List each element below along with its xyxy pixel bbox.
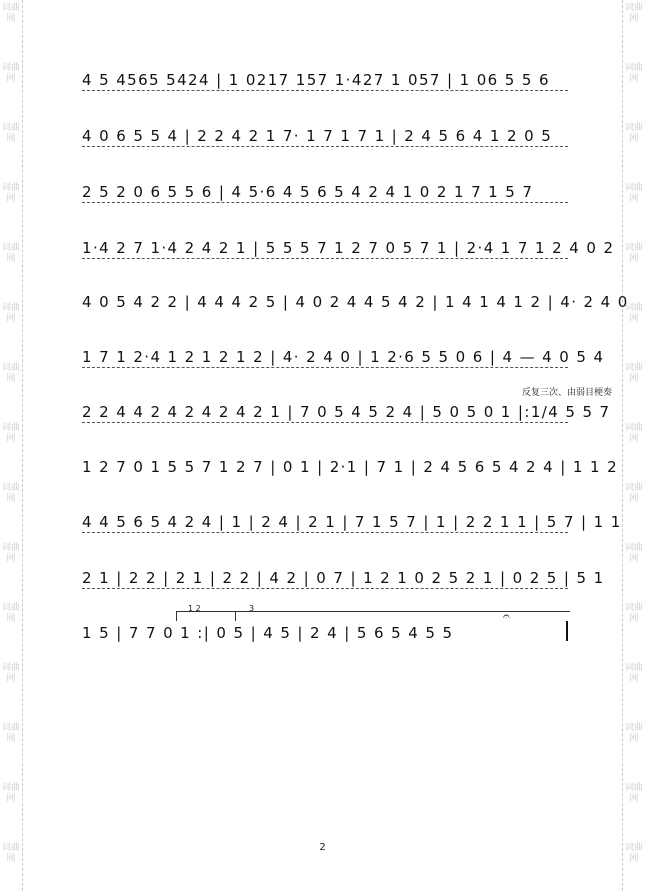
watermark: 词曲网 xyxy=(624,303,643,324)
notation-text: 1 5 | 7 7 0 1 :| 0 5 | 4 5 | 2 4 | 5 6 5 4 5 5 xyxy=(82,624,454,642)
score-line-9 xyxy=(82,512,622,536)
notation-text: 4 4 5 6 5 4 2 4 | 1 | 2 4 | 2 1 | 7 1 5 7 | 1 | 2 2 1 1 | 5 7 | 1 1 xyxy=(82,513,622,531)
watermark: 词曲网 xyxy=(624,123,643,144)
watermark: 词曲网 xyxy=(624,663,643,684)
score-line-8 xyxy=(82,457,619,481)
watermark: 词曲网 xyxy=(624,3,643,24)
watermark: 词曲网 xyxy=(1,3,20,24)
watermark: 词曲网 xyxy=(1,303,20,324)
notation-text: 1 7 1 2·4 1 2 1 2 1 2 | 4· 2 4 0 | 1 2·6 5 5 0 6 | 4 — 4 0 5 4 xyxy=(82,348,605,366)
watermark: 词曲网 xyxy=(624,843,643,864)
score-line-3 xyxy=(82,182,568,206)
watermark: 词曲网 xyxy=(1,723,20,744)
score-line-1 xyxy=(82,70,568,94)
left-watermark-strip xyxy=(0,0,23,891)
underline-beam xyxy=(82,422,568,423)
score-line-4 xyxy=(82,238,615,262)
watermark: 词曲网 xyxy=(624,783,643,804)
underline-beam xyxy=(82,367,568,368)
watermark: 词曲网 xyxy=(1,783,20,804)
score-line-10 xyxy=(82,568,605,592)
watermark: 词曲网 xyxy=(624,603,643,624)
watermark: 词曲网 xyxy=(1,243,20,264)
fermata-icon: 𝄐 xyxy=(503,609,510,623)
volta-label: 1 2 xyxy=(188,604,201,613)
volta-tick xyxy=(176,611,177,621)
notation-text: 4 5 4565 5424 | 1 0217 157 1·427 1 057 | 1 06 5 5 6 xyxy=(82,71,550,89)
underline-beam xyxy=(82,202,568,203)
score-line-6 xyxy=(82,347,605,371)
watermark: 词曲网 xyxy=(1,663,20,684)
watermark: 词曲网 xyxy=(624,183,643,204)
notation-text: 1 2 7 0 1 5 5 7 1 2 7 | 0 1 | 2·1 | 7 1 | 2 4 5 6 5 4 2 4 | 1 1 2 xyxy=(82,458,619,476)
notation-text: 4 0 5 4 2 2 | 4 4 4 2 5 | 4 0 2 4 4 5 4 2 | 1 4 1 4 1 2 | 4· 2 4 0 xyxy=(82,293,629,311)
watermark: 词曲网 xyxy=(1,363,20,384)
right-watermark-strip xyxy=(622,0,645,891)
watermark: 词曲网 xyxy=(1,183,20,204)
score-line-2 xyxy=(82,126,568,150)
watermark: 词曲网 xyxy=(624,483,643,504)
watermark: 词曲网 xyxy=(1,543,20,564)
watermark: 词曲网 xyxy=(1,123,20,144)
underline-beam xyxy=(82,258,568,259)
final-barline xyxy=(566,621,568,641)
volta-label: 3 xyxy=(249,604,255,613)
notation-text: 1·4 2 7 1·4 2 4 2 1 | 5 5 5 7 1 2 7 0 5 7 1 | 2·4 1 7 1 2 4 0 2 xyxy=(82,239,615,257)
score-line-11 xyxy=(82,623,568,647)
score-line-7 xyxy=(82,402,611,426)
underline-beam xyxy=(82,90,568,91)
watermark: 词曲网 xyxy=(1,423,20,444)
page-number: 2 xyxy=(319,842,326,853)
watermark: 词曲网 xyxy=(624,423,643,444)
watermark: 词曲网 xyxy=(624,723,643,744)
underline-beam xyxy=(82,532,568,533)
watermark: 词曲网 xyxy=(624,243,643,264)
watermark: 词曲网 xyxy=(1,603,20,624)
underline-beam xyxy=(82,588,568,589)
watermark: 词曲网 xyxy=(1,483,20,504)
notation-text: 2 5 2 0 6 5 5 6 | 4 5·6 4 5 6 5 4 2 4 1 0 2 1 7 1 5 7 xyxy=(82,183,534,201)
score-line-5 xyxy=(82,292,629,316)
watermark: 词曲网 xyxy=(1,843,20,864)
watermark: 词曲网 xyxy=(624,363,643,384)
notation-text: 2 2 4 4 2 4 2 4 2 4 2 1 | 7 0 5 4 5 2 4 | 5 0 5 0 1 |:1/4 5 5 7 xyxy=(82,403,611,421)
watermark: 词曲网 xyxy=(624,63,643,84)
notation-text: 4 0 6 5 5 4 | 2 2 4 2 1 7· 1 7 1 7 1 | 2 4 5 6 4 1 2 0 5 xyxy=(82,127,553,145)
underline-beam xyxy=(82,146,568,147)
watermark: 词曲网 xyxy=(624,543,643,564)
watermark: 词曲网 xyxy=(1,63,20,84)
repeat-instruction: 反复三次、由弱目梗奏 xyxy=(522,388,613,398)
notation-text: 2 1 | 2 2 | 2 1 | 2 2 | 4 2 | 0 7 | 1 2 1 0 2 5 2 1 | 0 2 5 | 5 1 xyxy=(82,569,605,587)
volta-tick xyxy=(235,611,236,621)
